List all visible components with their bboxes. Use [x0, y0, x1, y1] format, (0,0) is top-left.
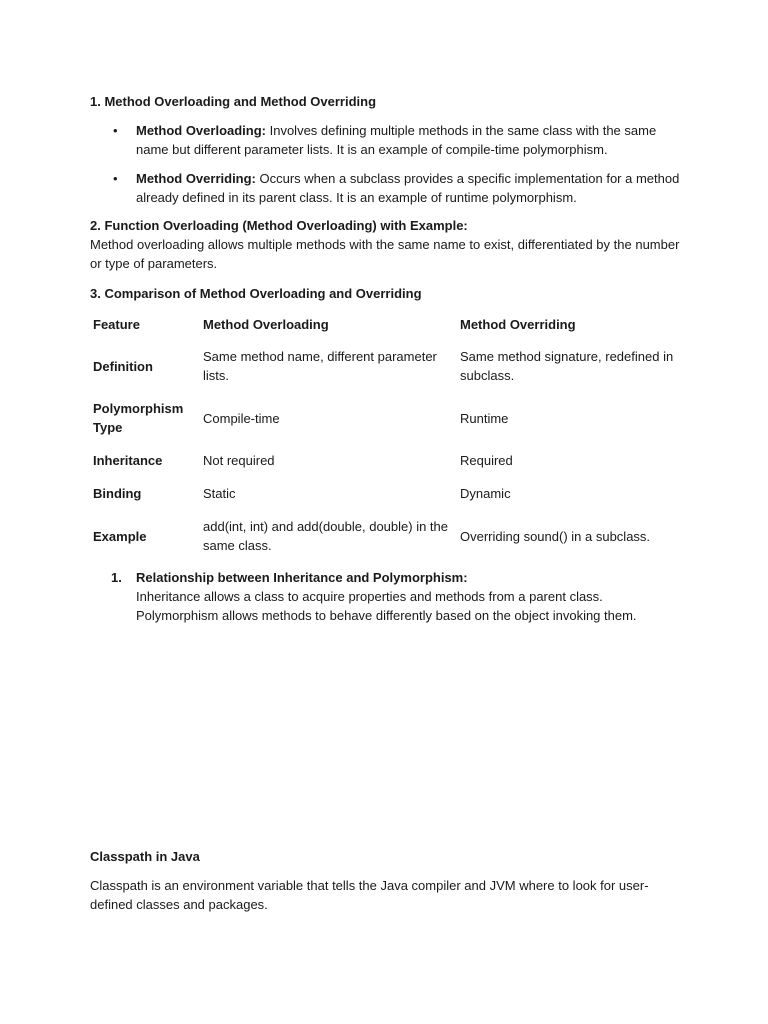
section3-heading: 3. Comparison of Method Overloading and Overriding [90, 286, 422, 301]
table-cell: Not required [203, 453, 275, 468]
bullet-item-overloading [136, 121, 686, 159]
table-cell: Polymorphism Type [93, 401, 184, 435]
bullet-term: Method Overloading: [136, 123, 266, 138]
table-cell: Example [93, 528, 147, 544]
bullet-icon: • [113, 123, 118, 138]
table-row [88, 340, 684, 392]
table-header-cell: Method Overloading [203, 316, 329, 332]
table-cell: Static [203, 486, 236, 501]
bullet-icon: • [113, 171, 118, 186]
table-cell: Same method signature, redefined in subclass. [460, 349, 674, 383]
table-cell: Compile-time [203, 410, 280, 426]
section2-body: Method overloading allows multiple methods with the same name to exist, differentiated by the number or type of parameters. [90, 237, 680, 271]
table-cell: Dynamic [460, 486, 511, 501]
section4-body: Inheritance allows a class to acquire properties and methods from a parent class. Polymorphism allows methods to behave differently based on the object invoking them. [136, 589, 637, 623]
bullet-desc: Occurs when a subclass provides a specific implementation for a method already defined in its parent class. It is an example of runtime polymorphism. [136, 171, 680, 205]
table-cell: Required [460, 453, 513, 468]
table-cell: Inheritance [93, 453, 163, 468]
table-cell: Binding [93, 486, 142, 501]
list-number: 1. [111, 570, 122, 585]
bullet-item-overriding [136, 169, 686, 207]
section4-heading: Relationship between Inheritance and Polymorphism: [136, 570, 468, 585]
table-cell: Definition [93, 358, 153, 374]
table-header-cell: Method Overriding [460, 316, 576, 332]
table-cell: Runtime [460, 410, 509, 426]
table-row [88, 444, 684, 477]
bullet-term: Method Overriding: [136, 171, 256, 186]
table-cell: Overriding sound() in a subclass. [460, 528, 651, 544]
section2-heading: 2. Function Overloading (Method Overloading) with Example: [90, 218, 468, 233]
bullet-desc: Involves defining multiple methods in the same class with the same name but different parameter lists. It is an example of compile-time polymorphism. [136, 123, 657, 157]
section1-heading: 1. Method Overloading and Method Overriding [90, 94, 377, 109]
table-header-cell: Feature [93, 316, 140, 332]
table-cell: Same method name, different parameter lists. [203, 349, 437, 383]
classpath-heading: Classpath in Java [90, 849, 200, 864]
classpath-body: Classpath is an environment variable that tells the Java compiler and JVM where to look for user-defined classes and packages. [90, 878, 649, 912]
table-header-row [88, 308, 684, 340]
table-row [88, 477, 684, 510]
table-row [88, 510, 684, 562]
comparison-table [88, 308, 684, 562]
table-cell: add(int, int) and add(double, double) in the same class. [203, 519, 449, 553]
table-row [88, 392, 684, 444]
